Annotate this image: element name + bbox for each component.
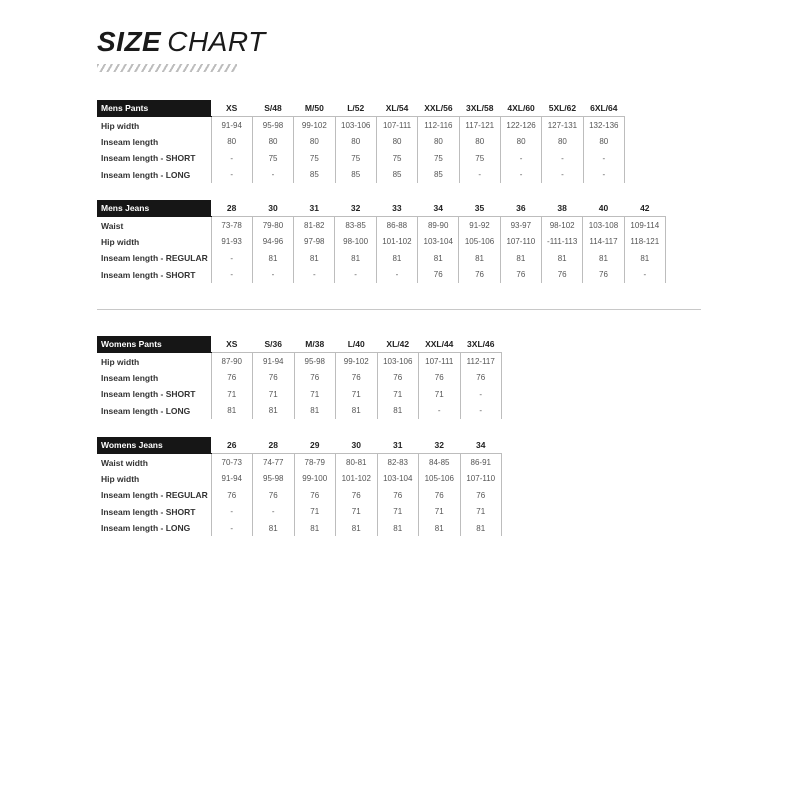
table-cell: - (253, 504, 295, 520)
table-cell: 127-131 (542, 117, 583, 134)
table-cell: - (211, 150, 252, 166)
table-cell: 81 (294, 403, 336, 419)
table-row (97, 520, 502, 536)
size-header: 6XL/64 (583, 100, 624, 117)
size-header: 32 (335, 200, 376, 217)
table-row (97, 134, 625, 150)
table-cell: 70-73 (211, 454, 253, 471)
table-cell: 76 (377, 487, 419, 503)
table-cell: 98-102 (542, 217, 583, 234)
table-cell: 80 (252, 134, 293, 150)
table-cell: 73-78 (211, 217, 252, 234)
table-cell: 103-104 (418, 234, 459, 250)
size-header: 28 (253, 437, 295, 454)
table-cell: - (211, 267, 252, 283)
size-header: 26 (211, 437, 253, 454)
table-cell: - (624, 267, 665, 283)
size-header: XXL/56 (418, 100, 459, 117)
size-header: 3XL/58 (459, 100, 500, 117)
table-cell: 80 (418, 134, 459, 150)
table-cell: 75 (418, 150, 459, 166)
row-label: Inseam length - SHORT (101, 269, 196, 280)
table-cell: 81 (542, 250, 583, 266)
table-cell: 76 (583, 267, 624, 283)
table-cell: 71 (460, 504, 502, 520)
table-cell: 83-85 (335, 217, 376, 234)
table-cell: 81 (253, 403, 295, 419)
table-cell: 80 (294, 134, 335, 150)
table-cell: 99-100 (294, 471, 336, 487)
table-cell: 109-114 (624, 217, 665, 234)
table-cell: 107-110 (500, 234, 541, 250)
size-header: 28 (211, 200, 252, 217)
table-cell: 89-90 (418, 217, 459, 234)
table-cell: 99-102 (294, 117, 335, 134)
table-cell: 105-106 (419, 471, 461, 487)
table-cell: 80 (500, 134, 541, 150)
table-cell: 81 (459, 250, 500, 266)
table-cell: - (294, 267, 335, 283)
table-cell: 107-111 (419, 353, 461, 370)
table-cell: 87-90 (211, 353, 253, 370)
table-cell: 98-100 (335, 234, 376, 250)
table-cell: 71 (419, 504, 461, 520)
table-cell: - (460, 386, 502, 402)
table-cell: 91-94 (211, 471, 253, 487)
table-cell: 81 (253, 520, 295, 536)
table-cell: 81 (211, 403, 253, 419)
table-cell: 81 (376, 250, 417, 266)
table-cell: 112-117 (460, 353, 502, 370)
size-header: 34 (460, 437, 502, 454)
section-label: Mens Jeans (97, 200, 211, 217)
row-label: Inseam length - SHORT (101, 389, 196, 400)
size-header: 35 (459, 200, 500, 217)
table-cell: 91-92 (459, 217, 500, 234)
table-cell: 122-126 (500, 117, 541, 134)
size-header: 42 (624, 200, 665, 217)
table-cell: 86-88 (376, 217, 417, 234)
size-header-row (97, 200, 666, 217)
table-cell: 71 (377, 386, 419, 402)
table-cell: 80 (335, 134, 376, 150)
table-cell: 81 (336, 403, 378, 419)
table-cell: 71 (336, 504, 378, 520)
table-cell: 81 (500, 250, 541, 266)
table-cell: 81 (624, 250, 665, 266)
table-cell: 95-98 (252, 117, 293, 134)
table-cell: 71 (253, 386, 295, 402)
table-cell: 76 (460, 370, 502, 386)
row-label: Hip width (101, 120, 140, 131)
table-cell: 99-102 (336, 353, 378, 370)
table-cell: 95-98 (294, 353, 336, 370)
table-cell: 71 (336, 386, 378, 402)
table-cell: 76 (377, 370, 419, 386)
table-cell: 107-111 (376, 117, 417, 134)
table-cell: 81 (460, 520, 502, 536)
table-cell: 81 (336, 520, 378, 536)
table-cell: 71 (419, 386, 461, 402)
table-cell: - (500, 150, 541, 166)
table-cell: 103-106 (335, 117, 376, 134)
table-cell: 105-106 (459, 234, 500, 250)
size-header: 32 (419, 437, 461, 454)
size-header: 31 (294, 200, 335, 217)
table-cell: - (460, 403, 502, 419)
table-cell: 76 (500, 267, 541, 283)
table-row (97, 117, 625, 134)
row-label: Waist width (101, 457, 148, 468)
size-header: L/52 (335, 100, 376, 117)
table-cell: 76 (211, 487, 253, 503)
table-row (97, 267, 666, 283)
table-row (97, 167, 625, 183)
table-cell: - (583, 167, 624, 183)
size-header-row (97, 437, 502, 454)
table-cell: 103-108 (583, 217, 624, 234)
decorative-stripes (97, 64, 237, 72)
table-row (97, 471, 502, 487)
table-cell: - (500, 167, 541, 183)
table-cell: -111-113 (542, 234, 583, 250)
table-cell: 132-136 (583, 117, 624, 134)
size-header: 36 (500, 200, 541, 217)
table-cell: 76 (419, 487, 461, 503)
mens-jeans-table (97, 200, 666, 283)
row-label: Hip width (101, 473, 140, 484)
page-title-part1: SIZE (97, 26, 162, 57)
row-label: Inseam length - REGULAR (101, 490, 208, 501)
size-header: M/38 (294, 336, 336, 353)
row-label: Inseam length - LONG (101, 405, 191, 416)
table-cell: 75 (335, 150, 376, 166)
table-cell: 75 (294, 150, 335, 166)
section-divider (97, 309, 701, 310)
table-cell: - (252, 267, 293, 283)
table-cell: 80-81 (336, 454, 378, 471)
table-cell: 75 (252, 150, 293, 166)
table-cell: 84-85 (419, 454, 461, 471)
table-cell: 71 (211, 386, 253, 402)
table-cell: 93-97 (500, 217, 541, 234)
table-cell: 75 (459, 150, 500, 166)
size-header: M/50 (294, 100, 335, 117)
table-cell: 91-93 (211, 234, 252, 250)
table-cell: 71 (377, 504, 419, 520)
row-label: Inseam length (101, 372, 159, 383)
womens-jeans-table (97, 437, 502, 536)
table-cell: 107-110 (460, 471, 502, 487)
table-row (97, 504, 502, 520)
table-cell: 80 (211, 134, 252, 150)
table-cell: 103-106 (377, 353, 419, 370)
size-header: 40 (583, 200, 624, 217)
size-header: XS (211, 336, 253, 353)
table-cell: 85 (418, 167, 459, 183)
table-cell: 85 (294, 167, 335, 183)
size-header: L/40 (336, 336, 378, 353)
table-row (97, 454, 502, 471)
table-cell: 81 (419, 520, 461, 536)
size-header: S/36 (253, 336, 295, 353)
table-cell: 81 (294, 520, 336, 536)
size-header: 29 (294, 437, 336, 454)
table-cell: 71 (294, 386, 336, 402)
table-row (97, 150, 625, 166)
table-cell: 76 (294, 370, 336, 386)
table-cell: 81 (294, 250, 335, 266)
table-row (97, 234, 666, 250)
table-cell: 80 (376, 134, 417, 150)
table-cell: 81 (377, 403, 419, 419)
table-cell: 114-117 (583, 234, 624, 250)
table-cell: 76 (336, 370, 378, 386)
table-row (97, 403, 502, 419)
row-label: Inseam length - SHORT (101, 506, 196, 517)
table-cell: 91-94 (211, 117, 252, 134)
table-cell: 81 (377, 520, 419, 536)
table-cell: - (211, 520, 253, 536)
table-cell: 85 (376, 167, 417, 183)
size-header: 3XL/46 (460, 336, 502, 353)
table-cell: 80 (459, 134, 500, 150)
page-title-part2: CHART (167, 26, 266, 57)
table-cell: - (211, 250, 252, 266)
size-header: XL/54 (376, 100, 417, 117)
table-cell: 85 (335, 167, 376, 183)
size-header-row (97, 100, 625, 117)
table-cell: - (542, 150, 583, 166)
table-row (97, 353, 502, 370)
size-header: XL/42 (377, 336, 419, 353)
section-label: Womens Jeans (97, 437, 211, 454)
mens-pants-table (97, 100, 625, 183)
size-header: 31 (377, 437, 419, 454)
table-cell: 101-102 (376, 234, 417, 250)
table-cell: - (211, 504, 253, 520)
table-cell: 81 (252, 250, 293, 266)
size-header-row (97, 336, 502, 353)
table-cell: 80 (542, 134, 583, 150)
table-cell: 78-79 (294, 454, 336, 471)
table-row (97, 217, 666, 234)
table-row (97, 370, 502, 386)
table-cell: - (459, 167, 500, 183)
table-row (97, 487, 502, 503)
table-cell: 118-121 (624, 234, 665, 250)
size-header: 34 (418, 200, 459, 217)
table-cell: 81 (335, 250, 376, 266)
size-header: 5XL/62 (542, 100, 583, 117)
size-header: XS (211, 100, 252, 117)
table-cell: - (583, 150, 624, 166)
table-cell: 82-83 (377, 454, 419, 471)
table-cell: - (542, 167, 583, 183)
table-cell: 117-121 (459, 117, 500, 134)
table-cell: 80 (583, 134, 624, 150)
table-cell: 101-102 (336, 471, 378, 487)
size-header: 33 (376, 200, 417, 217)
size-header: 4XL/60 (500, 100, 541, 117)
table-cell: 81 (418, 250, 459, 266)
table-cell: 94-96 (252, 234, 293, 250)
table-cell: 76 (336, 487, 378, 503)
table-cell: - (211, 167, 252, 183)
table-cell: 76 (253, 370, 295, 386)
size-header: XXL/44 (419, 336, 461, 353)
table-row (97, 250, 666, 266)
table-cell: 71 (294, 504, 336, 520)
table-cell: 76 (459, 267, 500, 283)
row-label: Inseam length - LONG (101, 169, 191, 180)
table-cell: 81-82 (294, 217, 335, 234)
table-cell: 74-77 (253, 454, 295, 471)
table-cell: - (335, 267, 376, 283)
table-cell: 79-80 (252, 217, 293, 234)
table-cell: 76 (542, 267, 583, 283)
row-label: Waist (101, 220, 124, 231)
table-cell: - (252, 167, 293, 183)
row-label: Hip width (101, 356, 140, 367)
page-title (97, 26, 266, 58)
section-label: Womens Pants (97, 336, 211, 353)
table-cell: 76 (253, 487, 295, 503)
size-header: 30 (336, 437, 378, 454)
table-cell: 91-94 (253, 353, 295, 370)
size-header: 38 (542, 200, 583, 217)
row-label: Inseam length (101, 136, 159, 147)
table-cell: 95-98 (253, 471, 295, 487)
row-label: Inseam length - REGULAR (101, 253, 208, 264)
table-row (97, 386, 502, 402)
table-cell: - (419, 403, 461, 419)
table-cell: 76 (419, 370, 461, 386)
table-cell: 76 (460, 487, 502, 503)
womens-pants-table (97, 336, 502, 419)
section-label: Mens Pants (97, 100, 211, 117)
row-label: Inseam length - LONG (101, 523, 191, 534)
row-label: Hip width (101, 236, 140, 247)
size-header: 30 (252, 200, 293, 217)
table-cell: 75 (376, 150, 417, 166)
table-cell: 103-104 (377, 471, 419, 487)
table-cell: 76 (294, 487, 336, 503)
size-header: S/48 (252, 100, 293, 117)
table-cell: 86-91 (460, 454, 502, 471)
row-label: Inseam length - SHORT (101, 153, 196, 164)
table-cell: 97-98 (294, 234, 335, 250)
table-cell: - (376, 267, 417, 283)
table-cell: 81 (583, 250, 624, 266)
table-cell: 76 (211, 370, 253, 386)
table-cell: 112-116 (418, 117, 459, 134)
table-cell: 76 (418, 267, 459, 283)
